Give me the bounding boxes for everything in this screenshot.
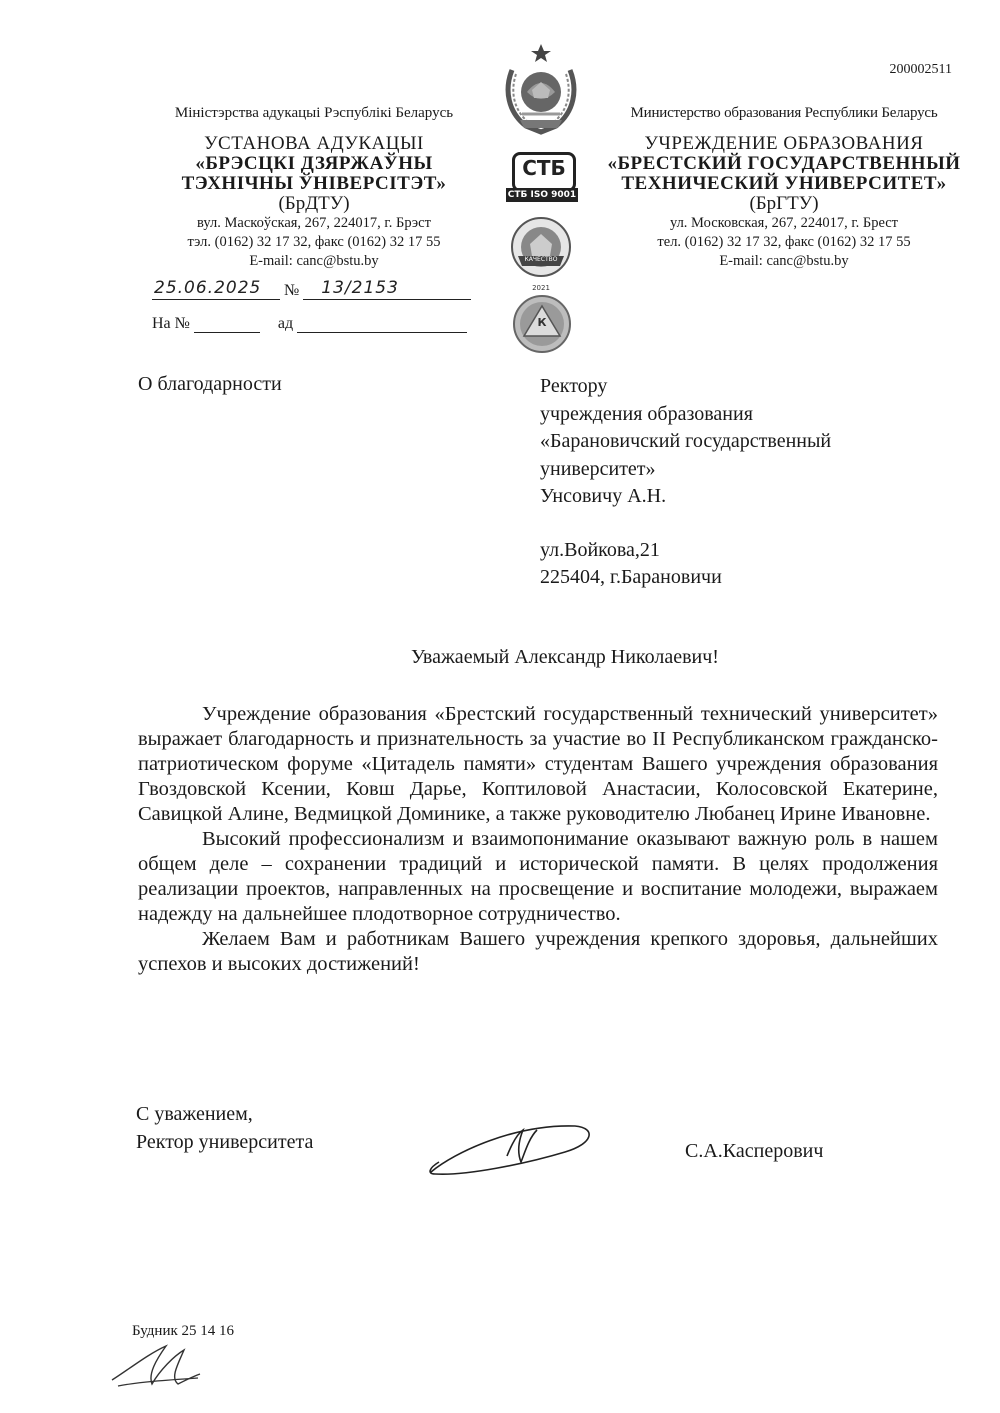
- addressee-street: ул.Войкова,21: [540, 538, 660, 561]
- addressee-line: университет»: [540, 457, 656, 480]
- institution-abbr: (БрДТУ): [278, 193, 350, 214]
- institution-abbr: (БрГТУ): [749, 193, 819, 214]
- institution-type: УЧРЕЖДЕНИЕ ОБРАЗОВАНИЯ: [644, 133, 924, 154]
- number-sign: №: [284, 282, 300, 299]
- signature-block: [136, 1100, 313, 1156]
- letter-subject: О благодарности: [138, 373, 282, 395]
- body-paragraph: Высокий профессионализм и взаимопонимание оказывают важную роль в нашем общем деле – сохранении традиций и исторической памяти. В целях продолжения реализации проектов, направленных на просвещение и воспитание молодежи, выражаем надежду на дальнейшее плодотворное сотрудничество.: [138, 828, 938, 925]
- coat-of-arms-icon: [498, 40, 584, 138]
- addressee-block: [540, 373, 831, 592]
- header-belarusian: [138, 103, 490, 271]
- reference-line: [152, 314, 467, 333]
- stb-logo-caption: СТБ ISO 9001: [507, 190, 577, 200]
- executor-initials-scribble: [108, 1340, 204, 1392]
- signer-position: Ректор университета: [136, 1131, 314, 1153]
- body-paragraph: Желаем Вам и работникам Вашего учреждения крепкого здоровья, дальнейших успехов и высоких достижений!: [138, 928, 938, 975]
- closing-phrase: С уважением,: [136, 1103, 253, 1125]
- addressee-line: «Барановичский государственный: [540, 430, 832, 452]
- date-field: [152, 278, 280, 300]
- stb-iso-logo: [506, 152, 578, 200]
- registration-date: 25.06.2025: [154, 278, 262, 298]
- badge-year: 2021: [532, 284, 550, 292]
- institution-email: E-mail: canc@bstu.by: [249, 253, 379, 269]
- registration-date-line: [152, 278, 471, 300]
- institution-type: УСТАНОВА АДУКАЦЫІ: [204, 133, 424, 154]
- from-label: ад: [277, 315, 294, 332]
- letter-body: [138, 702, 938, 977]
- institution-address: вул. Маскоўская, 267, 224017, г. Брэст: [197, 215, 431, 231]
- handwritten-signature: [425, 1112, 600, 1184]
- institution-name-line1: «БРЭСЦКІ ДЗЯРЖАЎНЫ: [195, 153, 433, 174]
- institution-email: E-mail: canc@bstu.by: [719, 253, 849, 269]
- quality-badge-label: КАЧЕСТВО: [524, 256, 558, 263]
- institution-name-line1: «БРЕСТСКИЙ ГОСУДАРСТВЕННЫЙ: [607, 153, 961, 174]
- header-russian: [600, 103, 968, 271]
- institution-name-line2: ТЭХНІЧНЫ ЎНІВЕРСІТЭТ»: [181, 173, 447, 194]
- addressee-line: учреждения образования: [540, 402, 753, 425]
- institution-phone: тэл. (0162) 32 17 32, факс (0162) 32 17 55: [187, 234, 441, 250]
- executor-note: Будник 25 14 16: [132, 1323, 235, 1339]
- salutation: Уважаемый Александр Николаевич!: [411, 646, 719, 668]
- addressee-city: 225404, г.Барановичи: [540, 566, 722, 588]
- signer-name: С.А.Касперович: [685, 1140, 824, 1162]
- body-paragraph: Учреждение образования «Брестский государственный технический университет» выражает благодарность и признательность за участие во II Республиканском гражданско-патриотическом форуме «Цитадель памяти» студентам Вашего учреждения образования Гвоздовской Ксении, Ковш Дарье, Коптиловой Анастасии, Колосовской Екатерине, Савицкой Алине, Ведмицкой Доминике, а также руководителю Любанец Ирине Ивановне.: [138, 703, 938, 825]
- institution-address: ул. Московская, 267, 224017, г. Брест: [669, 215, 899, 231]
- on-number-label: На №: [152, 315, 190, 332]
- registration-number: 13/2153: [321, 278, 399, 298]
- institution-phone: тел. (0162) 32 17 32, факс (0162) 32 17 55: [657, 234, 911, 250]
- institution-name-line2: ТЕХНИЧЕСКИЙ УНИВЕРСИТЕТ»: [621, 173, 947, 194]
- ministry-name: Міністэрства адукацыі Рэспублікі Беларусь: [174, 105, 454, 121]
- ministry-name: Министерство образования Республики Беларусь: [630, 105, 938, 121]
- number-field: [303, 278, 471, 300]
- addressee-name: Унсовичу А.Н.: [540, 485, 667, 507]
- addressee-line: Ректору: [540, 375, 608, 397]
- award-badge-letter: К: [537, 316, 547, 329]
- document-number: 200002511: [889, 62, 952, 77]
- quality-badge-icon: [510, 216, 572, 278]
- stb-logo-text: СТБ: [522, 156, 566, 180]
